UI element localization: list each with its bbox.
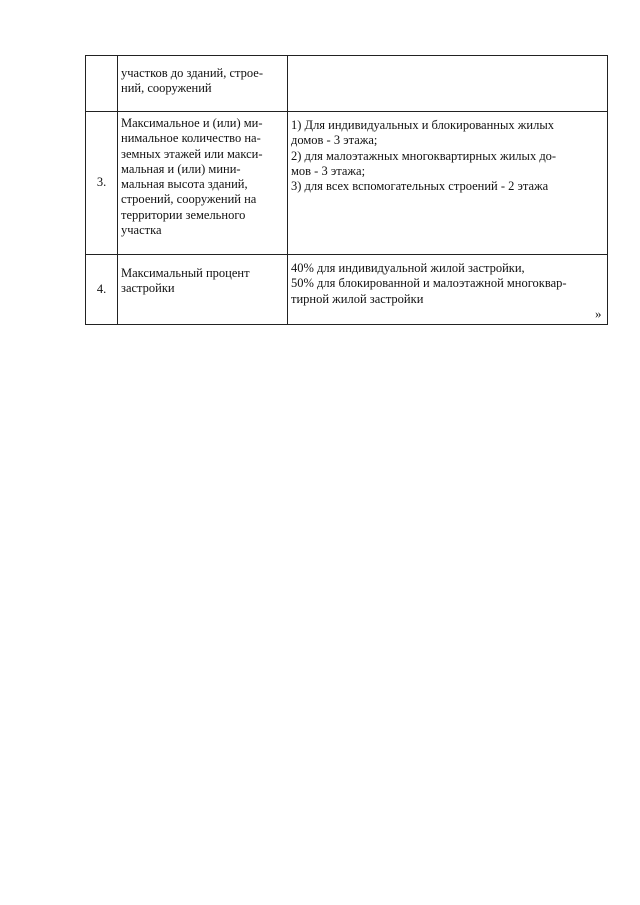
table-row — [86, 112, 608, 255]
regulations-table — [85, 55, 608, 325]
row-number-cell: 3. — [86, 112, 118, 255]
parameter-value-cell: 1) Для индивидуальных и блокированных жилых домов - 3 этажа; 2) для малоэтажных многоквартирных жилых до- мов - 3 этажа; 3) для всех вспомогательных строений - 2 этажа — [288, 112, 608, 255]
parameter-value-cell: 40% для индивидуальной жилой застройки, 50% для блокированной и малоэтажной многоквар- тирной жилой застройки — [288, 255, 608, 325]
closing-quote-mark: » — [595, 306, 602, 321]
table-row — [86, 255, 608, 325]
parameter-name-cell: Максимальное и (или) ми- нимальное количество на- земных этажей или макси- мальная и (или) мини- мальная высота зданий, строений, сооружений на территории земельного участка — [118, 112, 288, 255]
parameter-name-cell: участков до зданий, строе- ний, сооружений — [118, 56, 288, 112]
table-row — [86, 56, 608, 112]
row-number-cell: 4. — [86, 255, 118, 325]
parameter-name-cell: Максимальный процент застройки — [118, 255, 288, 325]
row-number-cell — [86, 56, 118, 112]
parameter-value-cell — [288, 56, 608, 112]
